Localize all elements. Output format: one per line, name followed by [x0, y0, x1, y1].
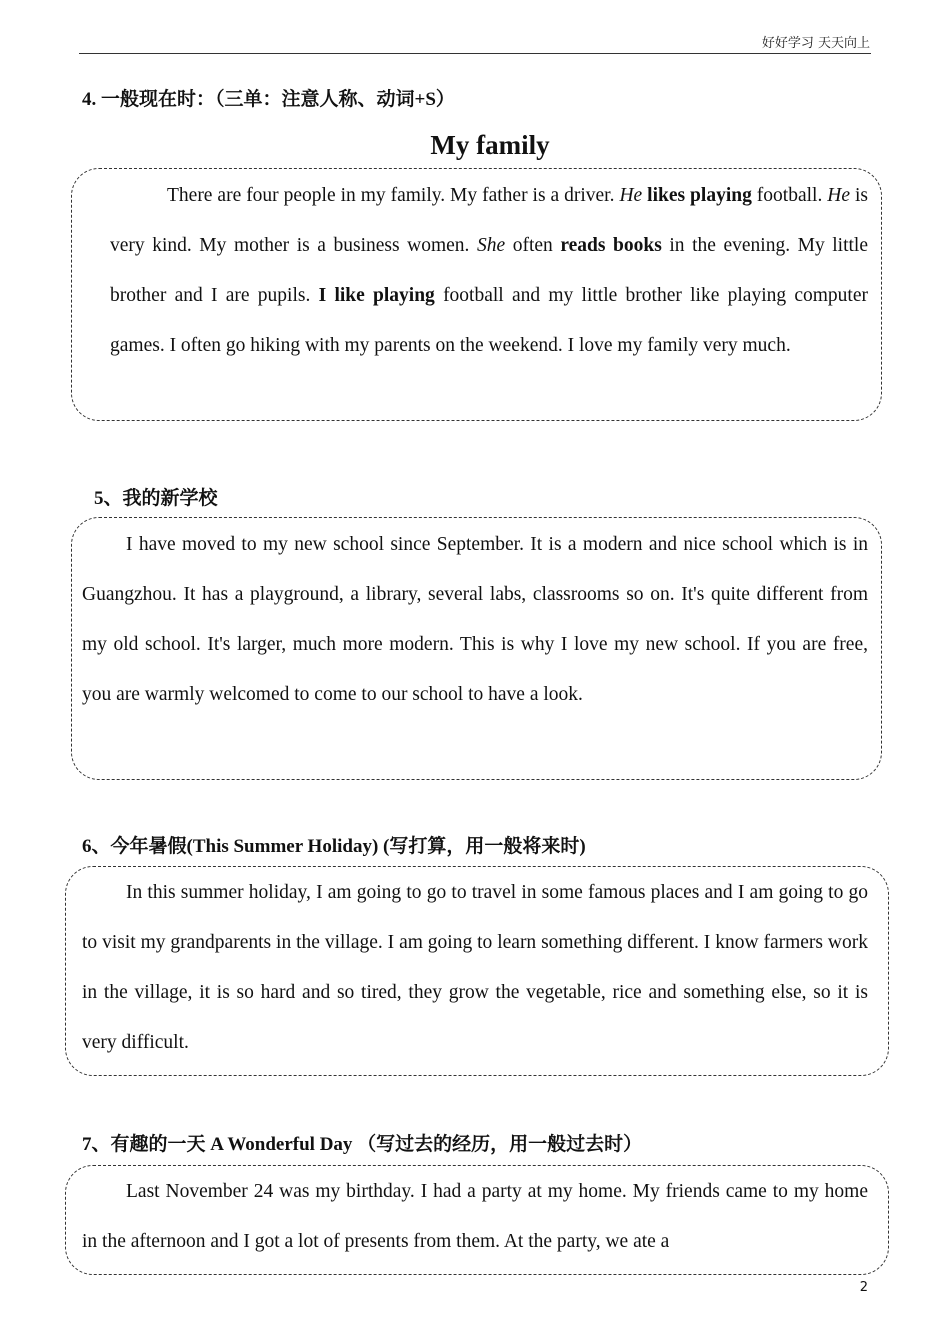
bold-phrase: likes playing	[647, 185, 752, 206]
section6-paragraph: In this summer holiday, I am going to go to travel in some famous places and I am going to go to visit my grandparents in the village. I am going to learn something different. I know farmers work in the village, it is so hard and so tired, they grow the vegetable, rice and something else, so it is very difficult.	[82, 882, 868, 1053]
section7-heading: 7、有趣的一天 A Wonderful Day （写过去的经历，用一般过去时）	[82, 1134, 643, 1155]
section6-heading: 6、今年暑假(This Summer Holiday) (写打算，用一般将来时)	[82, 836, 586, 857]
section4-title: My family	[430, 130, 550, 160]
header-text: 好好学习 天天向上	[761, 36, 870, 51]
text-run: football and my little brother like playing computer games. I often go hiking with my parents on the weekend. I love my family very much.	[110, 285, 869, 356]
header-rule	[79, 53, 871, 54]
section4-paragraph	[110, 171, 868, 371]
page-number: 2	[859, 1280, 868, 1295]
text-run: in the evening. My little brother and I are pupils.	[110, 235, 869, 306]
section7-paragraph: Last November 24 was my birthday. I had a party at my home. My friends came to my home in the afternoon and I got a lot of presents from them. At the party, we ate a	[82, 1181, 868, 1252]
bold-phrase: I like playing	[318, 285, 435, 306]
text-run: often	[505, 235, 561, 256]
italic-word: He	[619, 185, 643, 206]
text-run: is very kind. My mother is a business women.	[110, 185, 869, 256]
bold-phrase: reads books	[560, 235, 662, 256]
section5-paragraph: I have moved to my new school since September. It is a modern and nice school which is in Guangzhou. It has a playground, a library, several labs, classrooms so on. It's quite different from my old school. It's larger, much more modern. This is why I love my new school. If you are free, you are warmly welcomed to come to our school to have a look.	[82, 534, 868, 705]
text-run: football.	[751, 185, 828, 206]
text-run: There are four people in my family. My father is a driver.	[167, 185, 620, 206]
section5-heading: 5、我的新学校	[94, 488, 218, 509]
italic-word: She	[476, 235, 506, 256]
section4-heading: 4. 一般现在时：（三单：注意人称、动词+S）	[82, 89, 455, 110]
italic-word: He	[827, 185, 851, 206]
